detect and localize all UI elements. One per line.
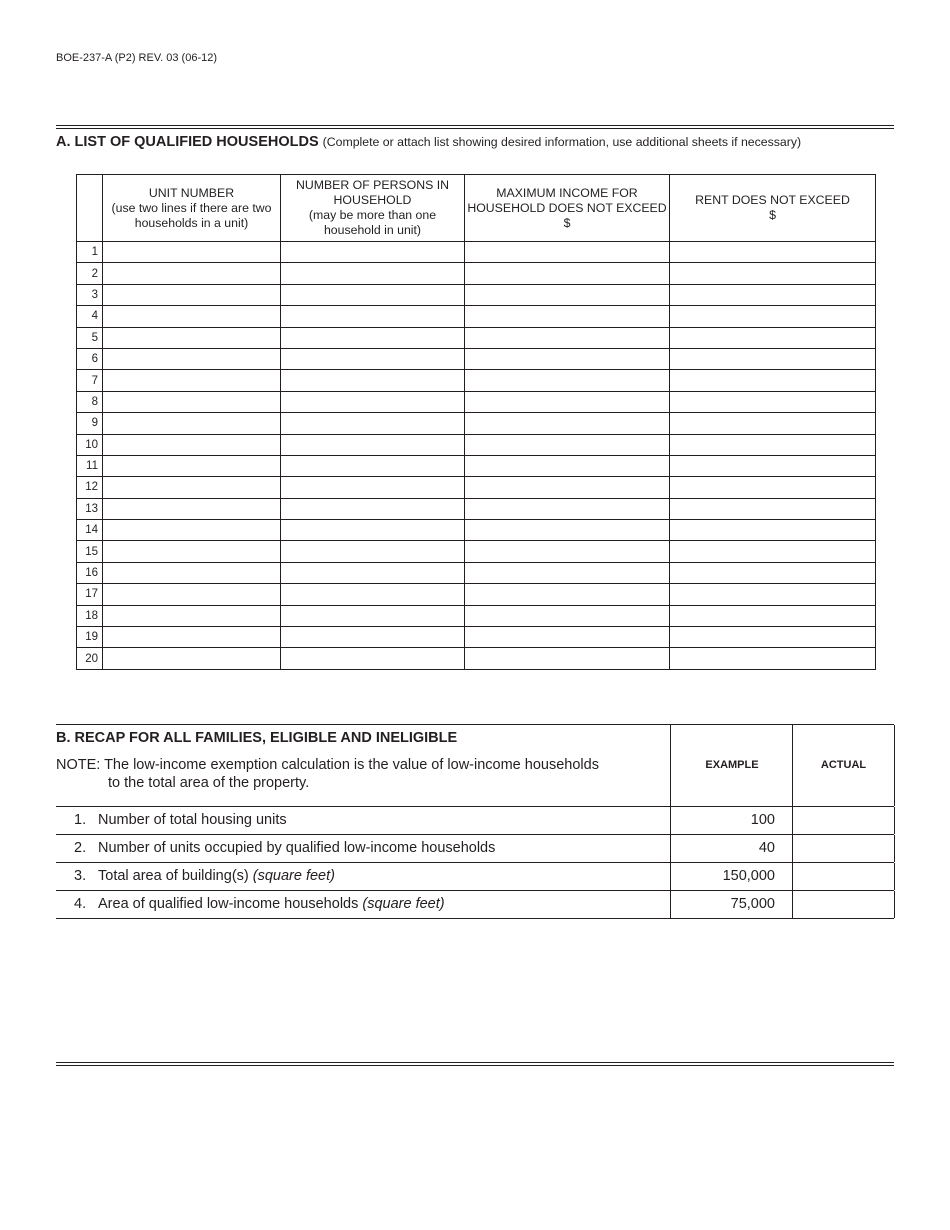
rent-cell[interactable] xyxy=(670,242,876,263)
row-number: 20 xyxy=(77,648,103,669)
persons-cell[interactable] xyxy=(281,648,465,669)
rent-cell[interactable] xyxy=(670,348,876,369)
max-income-cell[interactable] xyxy=(465,263,670,284)
unit-number-cell[interactable] xyxy=(103,327,281,348)
recap-row-text: Total area of building(s) xyxy=(98,868,253,884)
row-number: 6 xyxy=(77,348,103,369)
recap-row-label xyxy=(74,840,495,856)
unit-number-cell[interactable] xyxy=(103,584,281,605)
table-row xyxy=(77,520,876,541)
row-number: 7 xyxy=(77,370,103,391)
top-double-rule xyxy=(56,125,894,129)
rent-cell[interactable] xyxy=(670,477,876,498)
unit-number-cell[interactable] xyxy=(103,434,281,455)
table-row xyxy=(77,327,876,348)
unit-number-cell[interactable] xyxy=(103,605,281,626)
recap-row-unit: (square feet) xyxy=(362,896,445,912)
actual-cell[interactable] xyxy=(792,863,895,890)
col-unit-number: UNIT NUMBER (use two lines if there are two households in a unit) xyxy=(103,175,281,242)
row-number: 1 xyxy=(77,242,103,263)
table-row xyxy=(77,584,876,605)
persons-cell[interactable] xyxy=(281,627,465,648)
example-cell xyxy=(670,863,793,890)
table-row xyxy=(77,391,876,412)
persons-cell[interactable] xyxy=(281,263,465,284)
unit-number-cell[interactable] xyxy=(103,520,281,541)
recap-row-label xyxy=(74,868,335,884)
row-number: 10 xyxy=(77,434,103,455)
row-number: 16 xyxy=(77,562,103,583)
max-income-cell[interactable] xyxy=(465,348,670,369)
unit-number-cell[interactable] xyxy=(103,284,281,305)
rent-cell[interactable] xyxy=(670,391,876,412)
max-income-cell[interactable] xyxy=(465,370,670,391)
row-number: 18 xyxy=(77,605,103,626)
example-value: 100 xyxy=(750,812,775,828)
max-income-cell[interactable] xyxy=(465,477,670,498)
persons-cell[interactable] xyxy=(281,605,465,626)
unit-number-cell[interactable] xyxy=(103,413,281,434)
persons-cell[interactable] xyxy=(281,306,465,327)
row-number: 13 xyxy=(77,498,103,519)
row-number: 17 xyxy=(77,584,103,605)
table-row xyxy=(77,284,876,305)
rent-cell[interactable] xyxy=(670,627,876,648)
max-income-cell[interactable] xyxy=(465,584,670,605)
persons-cell[interactable] xyxy=(281,413,465,434)
recap-row-number: 4. xyxy=(74,896,87,912)
table-row xyxy=(77,306,876,327)
example-column-header: EXAMPLE xyxy=(670,725,793,806)
rent-cell[interactable] xyxy=(670,306,876,327)
row-number-header xyxy=(77,175,103,242)
unit-number-cell[interactable] xyxy=(103,498,281,519)
recap-row-number: 2. xyxy=(74,840,87,856)
section-a-note: (Complete or attach list showing desired information, use additional sheets if necessary) xyxy=(322,135,802,149)
col-persons: NUMBER OF PERSONS IN HOUSEHOLD (may be more than one household in unit) xyxy=(281,175,465,242)
row-number: 14 xyxy=(77,520,103,541)
col-rent: RENT DOES NOT EXCEED $ xyxy=(670,175,876,242)
unit-number-cell[interactable] xyxy=(103,370,281,391)
note-line-2: to the total area of the property. xyxy=(108,775,310,791)
unit-number-cell[interactable] xyxy=(103,391,281,412)
actual-cell[interactable] xyxy=(792,807,895,834)
row-number: 15 xyxy=(77,541,103,562)
row-number: 2 xyxy=(77,263,103,284)
unit-number-cell[interactable] xyxy=(103,263,281,284)
example-value: 40 xyxy=(758,840,775,856)
max-income-cell[interactable] xyxy=(465,627,670,648)
max-income-cell[interactable] xyxy=(465,541,670,562)
max-income-cell[interactable] xyxy=(465,434,670,455)
persons-cell[interactable] xyxy=(281,477,465,498)
recap-row-number: 1. xyxy=(74,812,87,828)
persons-cell[interactable] xyxy=(281,455,465,476)
persons-cell[interactable] xyxy=(281,391,465,412)
row-number: 12 xyxy=(77,477,103,498)
max-income-cell[interactable] xyxy=(465,391,670,412)
unit-number-cell[interactable] xyxy=(103,306,281,327)
form-id: BOE-237-A (P2) REV. 03 (06-12) xyxy=(56,52,218,64)
rent-cell[interactable] xyxy=(670,498,876,519)
recap-row xyxy=(56,835,894,863)
unit-number-cell[interactable] xyxy=(103,541,281,562)
households-header-row xyxy=(77,175,876,242)
unit-number-cell[interactable] xyxy=(103,477,281,498)
row-number: 4 xyxy=(77,306,103,327)
section-b-note xyxy=(56,756,599,792)
persons-cell[interactable] xyxy=(281,541,465,562)
row-number: 8 xyxy=(77,391,103,412)
actual-column-header: ACTUAL xyxy=(792,725,895,806)
unit-number-cell[interactable] xyxy=(103,455,281,476)
persons-cell[interactable] xyxy=(281,284,465,305)
row-number: 5 xyxy=(77,327,103,348)
recap-row xyxy=(56,891,894,919)
max-income-cell[interactable] xyxy=(465,520,670,541)
table-row xyxy=(77,413,876,434)
unit-number-cell[interactable] xyxy=(103,648,281,669)
rent-cell[interactable] xyxy=(670,413,876,434)
section-b-recap xyxy=(56,724,894,919)
rent-cell[interactable] xyxy=(670,327,876,348)
example-value: 75,000 xyxy=(730,896,775,912)
example-value: 150,000 xyxy=(722,868,775,884)
col-max-income: MAXIMUM INCOME FOR HOUSEHOLD DOES NOT EXCEED $ xyxy=(465,175,670,242)
max-income-cell[interactable] xyxy=(465,455,670,476)
section-a-title: A. LIST OF QUALIFIED HOUSEHOLDS xyxy=(56,134,319,150)
rent-cell[interactable] xyxy=(670,562,876,583)
section-a-heading xyxy=(56,134,801,150)
persons-cell[interactable] xyxy=(281,327,465,348)
recap-row-text: Number of total housing units xyxy=(98,812,287,828)
note-line-1: NOTE: The low-income exemption calculation is the value of low-income households xyxy=(56,757,599,773)
table-row xyxy=(77,648,876,669)
persons-cell[interactable] xyxy=(281,434,465,455)
rent-cell[interactable] xyxy=(670,455,876,476)
unit-number-cell[interactable] xyxy=(103,348,281,369)
unit-number-cell[interactable] xyxy=(103,562,281,583)
recap-row-number: 3. xyxy=(74,868,87,884)
max-income-cell[interactable] xyxy=(465,413,670,434)
rent-cell[interactable] xyxy=(670,520,876,541)
table-row xyxy=(77,455,876,476)
table-row xyxy=(77,541,876,562)
row-number: 9 xyxy=(77,413,103,434)
max-income-cell[interactable] xyxy=(465,306,670,327)
max-income-cell[interactable] xyxy=(465,562,670,583)
rent-cell[interactable] xyxy=(670,648,876,669)
table-row xyxy=(77,434,876,455)
actual-cell[interactable] xyxy=(792,835,895,862)
rent-cell[interactable] xyxy=(670,434,876,455)
actual-cell[interactable] xyxy=(792,891,895,918)
row-number: 11 xyxy=(77,455,103,476)
max-income-cell[interactable] xyxy=(465,284,670,305)
rent-cell[interactable] xyxy=(670,284,876,305)
recap-header xyxy=(56,724,894,807)
recap-row-text: Area of qualified low-income households xyxy=(98,896,363,912)
section-b-title: B. RECAP FOR ALL FAMILIES, ELIGIBLE AND INELIGIBLE xyxy=(56,730,458,746)
table-row xyxy=(77,348,876,369)
recap-row xyxy=(56,863,894,891)
recap-row-text: Number of units occupied by qualified low-income households xyxy=(98,840,496,856)
row-number: 3 xyxy=(77,284,103,305)
rent-cell[interactable] xyxy=(670,605,876,626)
persons-cell[interactable] xyxy=(281,584,465,605)
persons-cell[interactable] xyxy=(281,520,465,541)
recap-row-unit: (square feet) xyxy=(252,868,335,884)
table-row xyxy=(77,627,876,648)
table-row xyxy=(77,562,876,583)
max-income-cell[interactable] xyxy=(465,327,670,348)
recap-row xyxy=(56,807,894,835)
unit-number-cell[interactable] xyxy=(103,627,281,648)
table-row xyxy=(77,605,876,626)
example-cell xyxy=(670,835,793,862)
row-number: 19 xyxy=(77,627,103,648)
table-row xyxy=(77,477,876,498)
persons-cell[interactable] xyxy=(281,498,465,519)
max-income-cell[interactable] xyxy=(465,242,670,263)
max-income-cell[interactable] xyxy=(465,648,670,669)
table-row xyxy=(77,263,876,284)
table-row xyxy=(77,370,876,391)
recap-row-label xyxy=(74,896,445,912)
table-row xyxy=(77,498,876,519)
households-table xyxy=(76,174,876,670)
rent-cell[interactable] xyxy=(670,584,876,605)
example-cell xyxy=(670,807,793,834)
max-income-cell[interactable] xyxy=(465,605,670,626)
bottom-double-rule xyxy=(56,1062,894,1066)
recap-row-label xyxy=(74,812,287,828)
example-cell xyxy=(670,891,793,918)
persons-cell[interactable] xyxy=(281,242,465,263)
persons-cell[interactable] xyxy=(281,562,465,583)
rent-cell[interactable] xyxy=(670,370,876,391)
rent-cell[interactable] xyxy=(670,263,876,284)
persons-cell[interactable] xyxy=(281,370,465,391)
persons-cell[interactable] xyxy=(281,348,465,369)
rent-cell[interactable] xyxy=(670,541,876,562)
max-income-cell[interactable] xyxy=(465,498,670,519)
unit-number-cell[interactable] xyxy=(103,242,281,263)
table-row xyxy=(77,242,876,263)
